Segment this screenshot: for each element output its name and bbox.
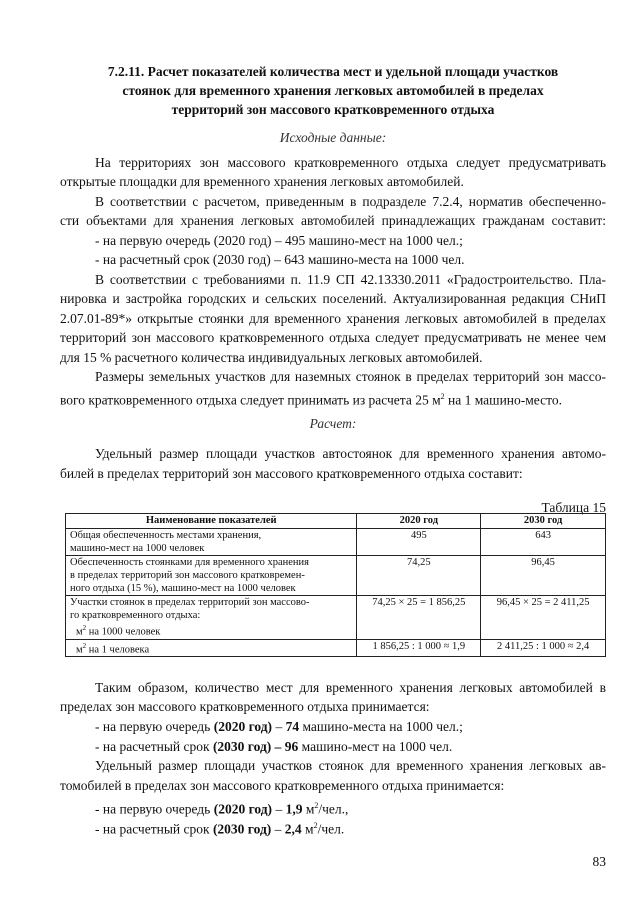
p2-line-2: сти объектами для хранения легковых автомобилей принадлежащих гражданам составит: [60, 213, 606, 228]
conclusion-2-line-1: Удельный размер площади участков стоянок для временного хранения легковых ав- [95, 758, 606, 773]
conclusion-bullet-2: - на расчетный срок (2030 год) – 96 машино-мест на 1000 чел. [95, 739, 453, 754]
row2-2020: 74,25 [357, 556, 481, 596]
table-header-row [66, 514, 606, 529]
p3-line-3: 2.07.01-89*» открытые стоянки для временного хранения легковых автомобилей в пределах [60, 311, 606, 326]
row3-2030: 96,45 × 25 = 2 411,25 [481, 596, 606, 640]
p4-line-2: вого кратковременного отдыха следует принимать из расчета 25 $м^2$ на 1 машино-место. [60, 392, 562, 408]
conclusion-2-line-2: томобилей в пределах зон массового кратковременного отдыха принимается: [60, 778, 505, 793]
row2-2030: 96,45 [481, 556, 606, 596]
initial-data-label: Исходные данные: [279, 130, 387, 145]
heading-line-2: стоянок для временного хранения легковых автомобилей в пределах [122, 83, 544, 98]
p2-bullet-1: - на первую очередь (2020 год) – 495 машино-мест на 1000 чел.; [95, 233, 463, 248]
p5-line-2: билей в пределах территорий зон массового кратковременного отдыха составит: [60, 466, 523, 481]
conclusion-1-line-1: Таким образом, количество мест для временного хранения легковых автомобилей в [95, 680, 606, 695]
row1-2030: 643 [481, 529, 606, 556]
heading-line-3: территорий зон массового кратковременного отдыха [171, 102, 495, 117]
table-caption: Таблица 15 [541, 500, 606, 515]
header-2020: 2020 год [357, 514, 481, 529]
row4-label: $м^2$ на 1 человека [66, 639, 357, 657]
p2-bullet-2: - на расчетный срок (2030 год) – 643 машино-места на 1000 чел. [95, 252, 465, 267]
row3-label: Участки стоянок в пределах территорий зон массово- го кратковременного отдыха: $м^2$ на 1000 человек [66, 596, 357, 640]
row4-2020: 1 856,25 : 1 000 ≈ 1,9 [357, 639, 481, 657]
table-row [66, 529, 606, 556]
row2-label: Обеспеченность стоянками для временного хранения в пределах территорий зон массового кратковремен- ного отдыха (15 %), машино-мест на 1000 человек [66, 556, 357, 596]
indicators-table [65, 513, 606, 657]
p5-line-1: Удельный размер площади участков автостоянок для временного хранения автомо- [95, 446, 606, 461]
p3-line-2: нировка и застройка городских и сельских поселений. Актуализированная редакция СНиП [60, 291, 606, 306]
conclusion-1-line-2: пределах зон массового кратковременного отдыха принимается: [60, 699, 430, 714]
p3-line-4: территорий зон массового кратковременного отдыха следует предусматривать не менее чем [60, 330, 606, 345]
page-number: 83 [592, 854, 606, 869]
p2-line-1: В соответствии с расчетом, приведенным в подразделе 7.2.4, норматив обеспеченно- [95, 194, 606, 209]
table-row [66, 596, 606, 640]
p1-line-2: открытые площадки для временного хранения легковых автомобилей. [60, 174, 464, 189]
header-2030: 2030 год [481, 514, 606, 529]
row1-label: Общая обеспеченность местами хранения, машино-мест на 1000 человек [66, 529, 357, 556]
row1-2020: 495 [357, 529, 481, 556]
conclusion-bullet-4: - на расчетный срок (2030 год) – 2,4 $м^2$/чел. [95, 821, 345, 837]
p4-line-1: Размеры земельных участков для наземных стоянок в пределах территорий зон массо- [95, 369, 606, 384]
conclusion-bullet-3: - на первую очередь (2020 год) – 1,9 $м^2$/чел., [95, 801, 349, 817]
p1-line-1: На территориях зон массового кратковременного отдыха следует предусматривать [95, 155, 606, 170]
p3-line-1: В соответствии с требованиями п. 11.9 СП 42.13330.2011 «Градостроительство. Пла- [95, 272, 606, 287]
calc-label: Расчет: [309, 416, 357, 431]
p3-line-5: для 15 % расчетного количества индивидуальных легковых автомобилей. [60, 350, 483, 365]
row4-2030: 2 411,25 : 1 000 ≈ 2,4 [481, 639, 606, 657]
section-heading [60, 62, 606, 119]
table-row [66, 639, 606, 657]
table-row [66, 556, 606, 596]
heading-line-1: 7.2.11. Расчет показателей количества мест и удельной площади участков [107, 64, 559, 79]
row3-2020: 74,25 × 25 = 1 856,25 [357, 596, 481, 640]
conclusion-bullet-1: - на первую очередь (2020 год) – 74 машино-места на 1000 чел.; [95, 719, 463, 734]
header-indicators: Наименование показателей [66, 514, 357, 529]
